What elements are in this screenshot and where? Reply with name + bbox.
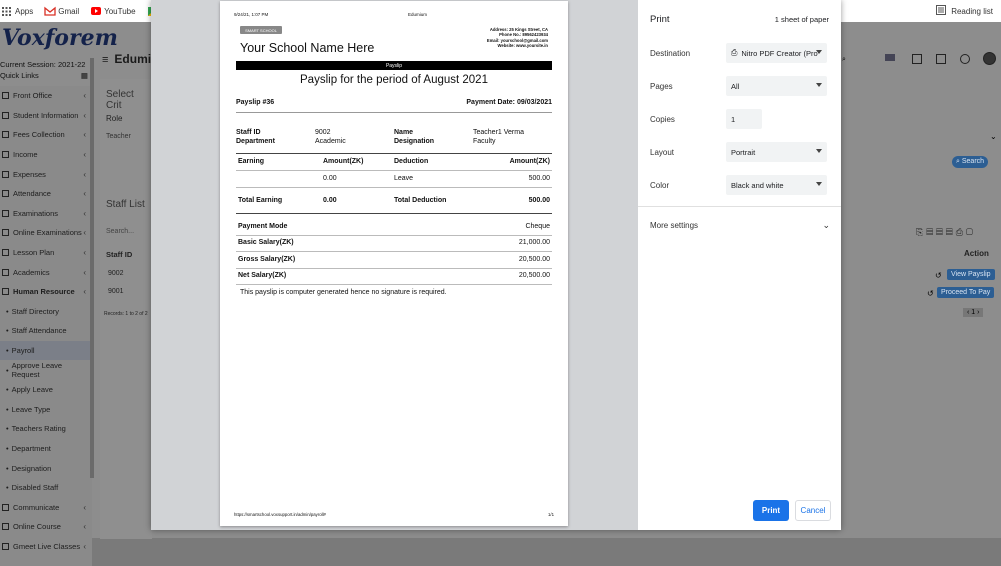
sidebar-item[interactable] — [0, 302, 92, 322]
chevron-down-icon[interactable]: ⌄ — [990, 132, 997, 141]
gmail-icon — [45, 7, 54, 16]
app-logo: Voxforem — [2, 25, 118, 51]
chevron-icon: ‹ — [83, 91, 86, 101]
school-address-block — [487, 27, 548, 48]
sidebar — [0, 86, 92, 566]
current-session: Current Session: 2021-22 — [0, 60, 86, 69]
destination-select[interactable] — [726, 43, 827, 63]
sidebar-item-label: • Apply Leave — [11, 385, 53, 395]
cancel-button[interactable]: Cancel — [795, 500, 831, 521]
sidebar-item-label: • Teachers Rating — [11, 424, 66, 434]
reading-list-icon — [936, 5, 946, 17]
net-salary-label: Net Salary(ZK) — [238, 272, 287, 279]
sidebar-item[interactable] — [0, 184, 92, 204]
header-app: Edumium — [408, 12, 428, 17]
sidebar-item[interactable] — [0, 282, 92, 302]
divider — [236, 213, 552, 214]
divider — [236, 187, 552, 188]
whatsapp-icon[interactable] — [960, 54, 970, 64]
deduction-header: Deduction — [394, 158, 429, 165]
pagination[interactable]: ‹ 1 › — [963, 308, 983, 317]
destination-label: Destination — [650, 48, 691, 58]
bookmark-apps[interactable] — [2, 7, 33, 16]
sidebar-item[interactable] — [0, 497, 92, 517]
chevron-icon: ‹ — [83, 110, 86, 120]
printer-icon: ⎙ — [731, 48, 738, 57]
menu-item-icon — [2, 190, 9, 197]
sheet-count: 1 sheet of paper — [774, 15, 829, 24]
print-dialog — [151, 0, 841, 530]
sidebar-item[interactable] — [0, 262, 92, 282]
sidebar-item-label: Front Office — [13, 91, 53, 101]
menu-item-icon — [2, 504, 9, 511]
more-settings-label: More settings — [650, 221, 699, 230]
topbar-title — [102, 52, 151, 66]
sidebar-item-label: Expenses — [13, 169, 46, 179]
flag-icon[interactable] — [885, 54, 895, 61]
quick-links-label: Quick Links — [0, 71, 39, 80]
reading-list-button[interactable] — [936, 5, 993, 17]
export-icons[interactable]: ⎘▤▤▤⎙▢ — [916, 227, 976, 237]
destination-row — [650, 43, 830, 63]
staff-values — [315, 128, 346, 146]
sidebar-item[interactable] — [0, 86, 92, 106]
sidebar-item-label: Academics — [13, 267, 50, 277]
basic-salary-value: 21,000.00 — [518, 239, 550, 246]
sidebar-item-label: Income — [13, 150, 38, 160]
payslip-bar-title: Payslip — [385, 62, 403, 69]
sidebar-item-label: • Leave Type — [11, 404, 51, 414]
name-values — [473, 128, 524, 146]
designation-label: Designation — [394, 138, 435, 145]
table-row: 9002 — [108, 270, 124, 277]
logo-text: SMART SCHOOL — [245, 27, 277, 33]
layout-label: Layout — [650, 147, 675, 157]
total-earning-value: 0.00 — [323, 197, 337, 204]
color-label: Color — [650, 180, 670, 190]
divider — [638, 206, 841, 207]
session-info — [0, 59, 88, 81]
sidebar-item-label: Fees Collection — [13, 130, 65, 140]
sidebar-item[interactable] — [0, 164, 92, 184]
email: Email: yourschool@gmail.com — [486, 37, 548, 43]
payment-mode-value: Cheque — [525, 223, 550, 230]
records-info: Records: 1 to 2 of 2 — [104, 311, 148, 317]
color-row — [650, 175, 830, 195]
earning-amount: 0.00 — [323, 175, 337, 182]
divider — [236, 112, 552, 113]
menu-item-icon — [2, 151, 9, 158]
print-title: Print — [650, 14, 670, 25]
total-earning-label: Total Earning — [238, 197, 283, 204]
amount-header-2: Amount(ZK) — [509, 158, 550, 165]
disclaimer-note: This payslip is computer generated hence no signature is required. — [240, 289, 447, 296]
print-preview — [151, 0, 638, 530]
apps-grid-icon — [2, 7, 11, 16]
bookmark-gmail[interactable] — [45, 7, 79, 16]
sidebar-item[interactable] — [0, 458, 92, 478]
revert-icon[interactable]: ↺ — [935, 271, 942, 280]
gross-salary-label: Gross Salary(ZK) — [238, 256, 296, 263]
bookmark-label: Apps — [15, 6, 34, 16]
staff-list-title: Staff List — [106, 199, 145, 210]
chevron-icon: ‹ — [83, 130, 86, 140]
layout-value: Portrait — [731, 147, 756, 157]
select-criteria-title: Select Crit — [106, 89, 134, 111]
search-icon[interactable]: ⌕ — [842, 56, 846, 63]
role-select[interactable]: Teacher — [106, 133, 131, 140]
sidebar-item-label: Human Resource — [13, 287, 75, 297]
pages-value: All — [731, 81, 740, 91]
phone: Phone No.: 89562423934 — [499, 32, 548, 38]
department-value: Academic — [315, 138, 346, 145]
divider — [236, 268, 552, 269]
menu-item-icon — [2, 229, 9, 236]
color-value: Black and white — [731, 180, 784, 190]
pages-select[interactable] — [726, 76, 827, 96]
sidebar-item[interactable] — [0, 223, 92, 243]
pages-label: Pages — [650, 81, 673, 91]
sidebar-item-label: • Payroll — [11, 346, 35, 356]
staff-id-value: 9002 — [315, 129, 331, 136]
calendar-icon[interactable] — [912, 54, 922, 64]
bookmark-youtube[interactable] — [91, 7, 135, 16]
sidebar-item[interactable] — [0, 360, 92, 380]
staff-search-input[interactable]: Search... — [106, 228, 135, 235]
payslip-number: Payslip #36 — [236, 99, 275, 106]
menu-item-icon — [2, 171, 9, 178]
address: Address: 25 Kings Street, CA — [489, 27, 548, 32]
divider — [236, 170, 552, 171]
deduction-amount: 500.00 — [528, 175, 550, 182]
menu-item-icon — [2, 249, 9, 256]
footer-url: https://smartschool.voxsupport.in/admin/payroll# — [234, 512, 326, 517]
action-header: Action — [964, 249, 989, 258]
chevron-icon: ‹ — [83, 522, 86, 532]
role-label: Role — [106, 114, 123, 123]
sidebar-item[interactable] — [0, 341, 92, 361]
payslip-bar — [236, 61, 552, 70]
table-row: 9001 — [108, 288, 124, 295]
menu-item-icon — [2, 288, 9, 295]
name-labels — [394, 128, 434, 146]
chevron-icon: ‹ — [83, 248, 86, 258]
page-number: 1 — [971, 309, 976, 316]
copies-input[interactable]: 1 — [726, 109, 762, 129]
caret-down-icon — [816, 149, 822, 153]
deduction-name: Leave — [394, 175, 414, 182]
reading-list-label: Reading list — [951, 6, 993, 16]
menu-item-icon — [2, 210, 9, 217]
staff-id-label: Staff ID — [236, 129, 261, 136]
header-datetime: 9/24/21, 1:07 PM — [234, 12, 269, 17]
chevron-down-icon: ⌄ — [822, 220, 830, 230]
staff-labels — [236, 128, 275, 146]
chevron-icon: ‹ — [83, 287, 86, 297]
sidebar-item-label: Online Examinations — [13, 228, 82, 238]
chevron-icon: ‹ — [83, 541, 86, 551]
total-deduction-value: 500.00 — [528, 197, 550, 204]
bookmark-label: YouTube — [104, 6, 136, 16]
caret-down-icon — [816, 83, 822, 87]
name-label: Name — [394, 129, 414, 136]
menu-item-icon — [2, 112, 9, 119]
chevron-icon: ‹ — [83, 150, 86, 160]
sidebar-item[interactable] — [0, 439, 92, 459]
print-settings-panel — [638, 0, 841, 530]
sidebar-item-label: Lesson Plan — [13, 248, 55, 258]
sidebar-item[interactable] — [0, 419, 92, 439]
sidebar-item-label: Attendance — [13, 189, 51, 199]
sidebar-item-label: • Approve Leave Request — [11, 361, 63, 380]
chevron-icon: ‹ — [83, 208, 86, 218]
total-deduction-label: Total Deduction — [394, 197, 447, 204]
layout-select[interactable] — [726, 142, 827, 162]
amount-header: Amount(ZK) — [323, 158, 364, 165]
proceed-to-pay-button[interactable]: Proceed To Pay — [937, 287, 994, 298]
chevron-icon: ‹ — [83, 169, 86, 179]
sidebar-item-label: • Staff Attendance — [11, 326, 67, 336]
view-payslip-button[interactable]: View Payslip — [947, 269, 995, 280]
pages-row — [650, 76, 830, 96]
chevron-icon: ‹ — [83, 189, 86, 199]
sidebar-item[interactable] — [0, 400, 92, 420]
sidebar-item[interactable] — [0, 106, 92, 126]
school-name: Your School Name Here — [240, 41, 375, 55]
payment-mode-label: Payment Mode — [238, 223, 288, 230]
sidebar-item-label: Examinations — [13, 208, 59, 218]
sidebar-item[interactable] — [0, 204, 92, 224]
right-content — [840, 44, 1001, 538]
sidebar-item[interactable] — [0, 125, 92, 145]
footer-page: 1/1 — [548, 512, 554, 517]
sidebar-item-label: Online Course — [13, 522, 61, 532]
menu-item-icon — [2, 523, 9, 530]
school-logo — [240, 26, 282, 34]
copies-label: Copies — [650, 114, 675, 124]
sidebar-item-label: Student Information — [13, 110, 79, 120]
sidebar-item-label: • Staff Directory — [11, 306, 60, 316]
menu-item-icon — [2, 131, 9, 138]
sidebar-item[interactable] — [0, 380, 92, 400]
layout-row — [650, 142, 830, 162]
divider — [236, 235, 552, 236]
website: Website: www.yoursite.in — [497, 42, 548, 48]
menu-item-icon — [2, 92, 9, 99]
sidebar-item[interactable] — [0, 243, 92, 263]
sidebar-item[interactable] — [0, 478, 92, 498]
sidebar-item[interactable] — [0, 517, 92, 537]
search-button[interactable]: ⌕ Search — [952, 156, 988, 168]
hamburger-icon[interactable]: ≡ — [102, 54, 109, 66]
divider — [236, 153, 552, 154]
basic-salary-label: Basic Salary(ZK) — [238, 239, 294, 246]
sidebar-item-label: • Disabled Staff — [11, 483, 59, 493]
revert-icon[interactable]: ↺ — [927, 289, 934, 298]
payslip-page — [220, 1, 568, 526]
department-label: Department — [236, 138, 275, 145]
sidebar-item-label: • Department — [11, 443, 51, 453]
topbar-title-text: Edumi — [114, 52, 152, 66]
divider — [236, 284, 552, 285]
more-settings-toggle[interactable] — [650, 220, 830, 231]
user-avatar[interactable] — [983, 52, 996, 65]
sidebar-item-label: • Designation — [11, 463, 52, 473]
sidebar-item[interactable] — [0, 321, 92, 341]
caret-down-icon — [816, 50, 822, 54]
quick-links[interactable] — [0, 70, 88, 81]
destination-value: Nitro PDF Creator (Pro — [741, 48, 818, 58]
menu-item-icon — [2, 543, 9, 550]
sidebar-item[interactable] — [0, 145, 92, 165]
divider — [236, 251, 552, 252]
grid-icon: ▦ — [80, 71, 88, 80]
bookmark-label: Gmail — [58, 6, 80, 16]
copies-row — [650, 109, 830, 129]
print-button[interactable]: Print — [753, 500, 789, 521]
caret-down-icon — [816, 182, 822, 186]
chevron-icon: ‹ — [83, 228, 86, 238]
chevron-icon: ‹ — [83, 502, 86, 512]
color-select[interactable] — [726, 175, 827, 195]
designation-value: Faculty — [473, 138, 496, 145]
sidebar-item[interactable] — [0, 537, 92, 557]
earning-header: Earning — [238, 158, 265, 165]
payment-date: Payment Date: 09/03/2021 — [466, 99, 552, 106]
gross-salary-value: 20,500.00 — [518, 256, 550, 263]
content-area — [100, 79, 152, 539]
sidebar-scrollbar[interactable] — [90, 58, 94, 478]
col-staff-id[interactable]: Staff ID — [106, 250, 133, 259]
chevron-icon: ‹ — [83, 267, 86, 277]
youtube-icon — [91, 7, 100, 16]
net-salary-value: 20,500.00 — [518, 272, 550, 279]
menu-item-icon — [2, 269, 9, 276]
search-button-label: Search — [961, 158, 985, 165]
sidebar-item-label: Gmeet Live Classes — [13, 541, 81, 551]
sidebar-item-label: Communicate — [13, 502, 60, 512]
name-value: Teacher1 Verma — [473, 129, 524, 136]
period-title: Payslip for the period of August 2021 — [300, 74, 488, 86]
task-check-icon[interactable] — [936, 54, 946, 64]
